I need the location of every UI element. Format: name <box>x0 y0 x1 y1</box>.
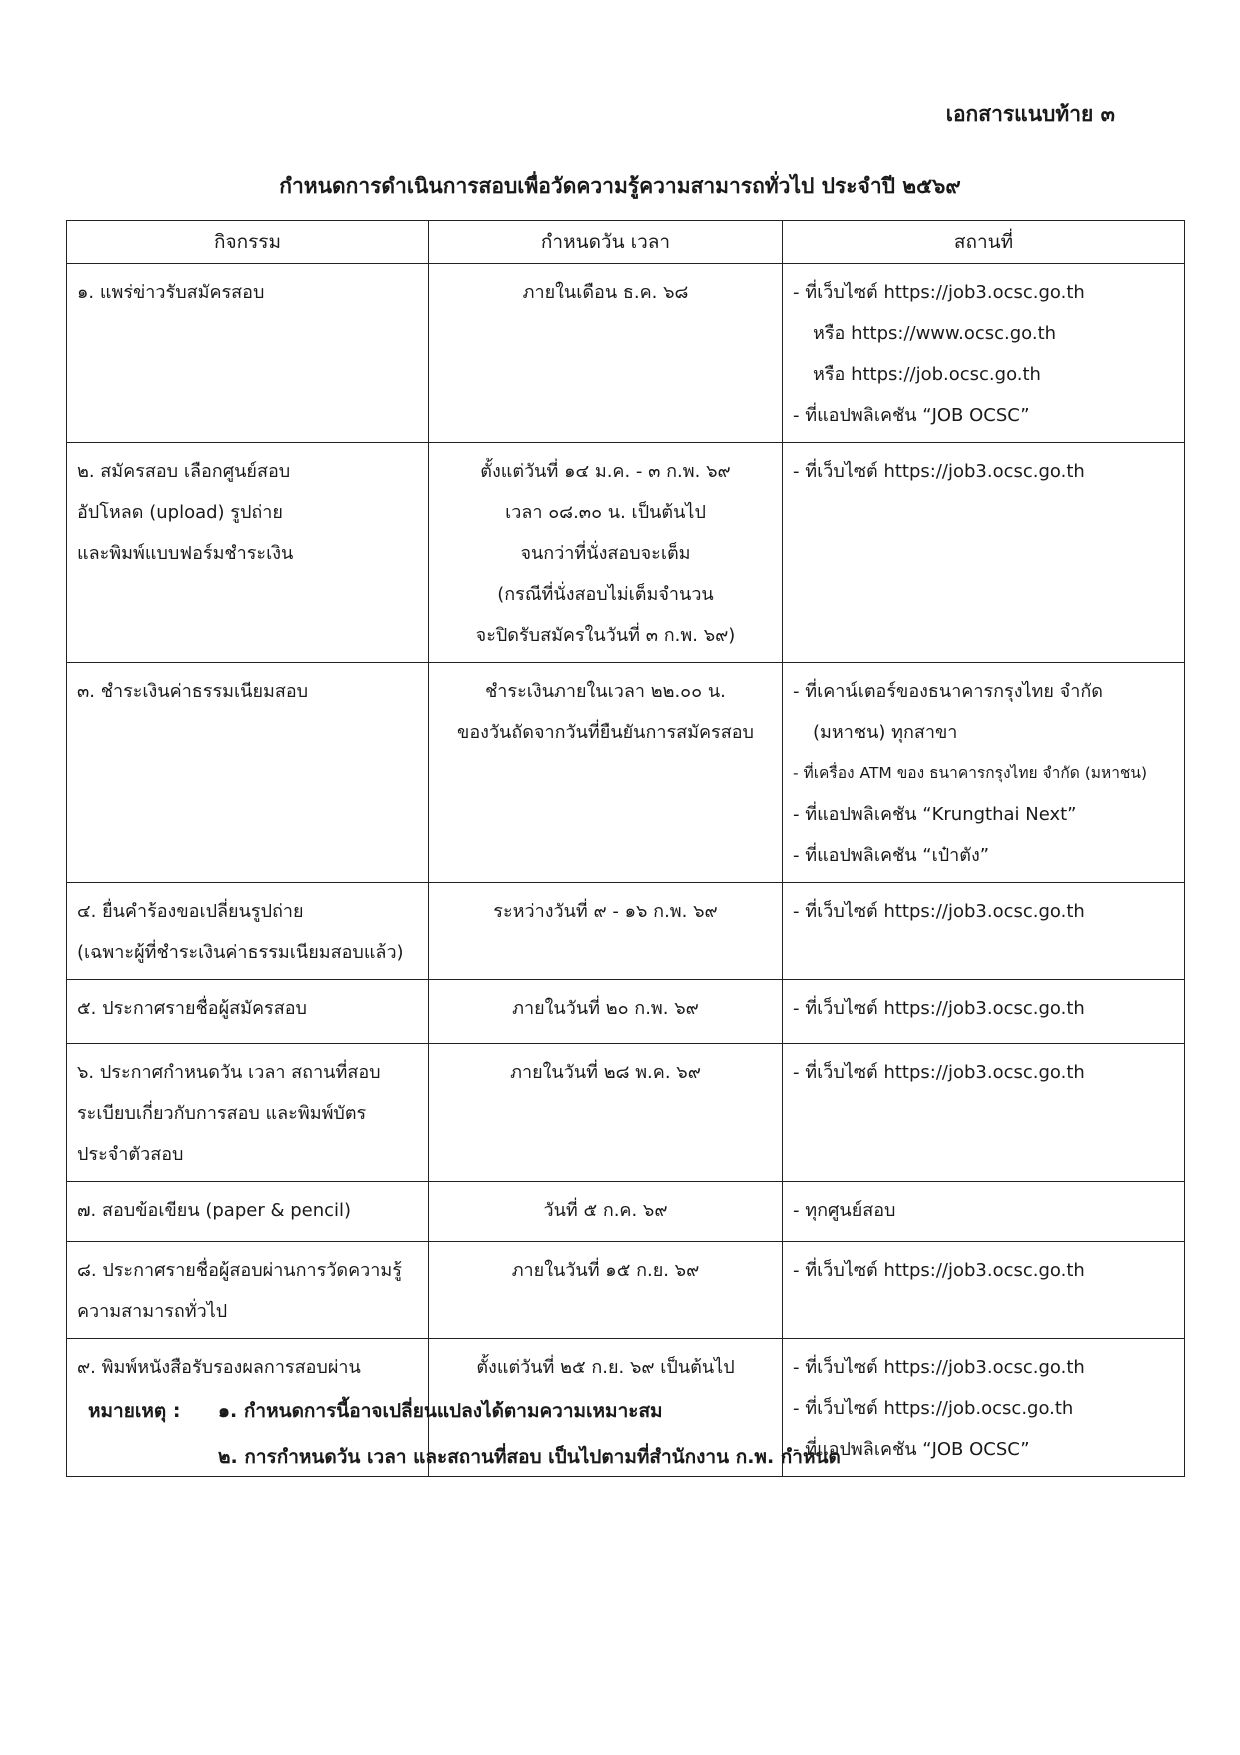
note-item: ๑. กำหนดการนี้อาจเปลี่ยนแปลงได้ตามความเหมาะสม <box>218 1400 663 1422</box>
table-row <box>67 264 1185 443</box>
activity-line: ประจำตัวสอบ <box>77 1144 184 1165</box>
datetime-cell <box>429 980 783 1044</box>
location-line: (มหาชน) ทุกสาขา <box>813 722 958 743</box>
location-line: - ที่เคาน์เตอร์ของธนาคารกรุงไทย จำกัด <box>793 681 1103 702</box>
activity-cell <box>67 1182 429 1242</box>
header-location: สถานที่ <box>783 221 1185 264</box>
datetime-cell <box>429 443 783 663</box>
activity-line: ระเบียบเกี่ยวกับการสอบ และพิมพ์บัตร <box>77 1103 367 1124</box>
header-activity: กิจกรรม <box>67 221 429 264</box>
table-row <box>67 663 1185 883</box>
datetime-line: ภายในเดือน ธ.ค. ๖๘ <box>522 282 689 303</box>
table-row <box>67 1182 1185 1242</box>
table-row <box>67 443 1185 663</box>
datetime-line: จนกว่าที่นั่งสอบจะเต็ม <box>520 543 691 564</box>
location-line: หรือ https://job.ocsc.go.th <box>813 364 1041 385</box>
datetime-line: ตั้งแต่วันที่ ๑๔ ม.ค. - ๓ ก.พ. ๖๙ <box>480 461 731 482</box>
datetime-line: ของวันถัดจากวันที่ยืนยันการสมัครสอบ <box>457 722 754 743</box>
activity-cell <box>67 980 429 1044</box>
activity-line: (เฉพาะผู้ที่ชำระเงินค่าธรรมเนียมสอบแล้ว) <box>77 942 404 963</box>
location-line: - ที่เว็บไซต์ https://job3.ocsc.go.th <box>793 998 1085 1019</box>
location-line: - ที่เว็บไซต์ https://job3.ocsc.go.th <box>793 1260 1085 1281</box>
activity-cell <box>67 1242 429 1339</box>
datetime-line: ภายในวันที่ ๒๘ พ.ค. ๖๙ <box>510 1062 701 1083</box>
location-line: - ที่แอปพลิเคชัน “JOB OCSC” <box>793 1439 1030 1460</box>
activity-line: ๓. ชำระเงินค่าธรรมเนียมสอบ <box>77 681 309 702</box>
activity-line: ๙. พิมพ์หนังสือรับรองผลการสอบผ่าน <box>77 1357 361 1378</box>
datetime-cell <box>429 883 783 980</box>
table-row <box>67 1242 1185 1339</box>
datetime-line: ภายในวันที่ ๒๐ ก.พ. ๖๙ <box>512 998 699 1019</box>
note-item: ๒. การกำหนดวัน เวลา และสถานที่สอบ เป็นไปตามที่สำนักงาน ก.พ. กำหนด <box>218 1446 841 1468</box>
location-line: - ที่เครื่อง ATM ของ ธนาคารกรุงไทย จำกัด (มหาชน) <box>793 764 1148 782</box>
attachment-label: เอกสารแนบท้าย ๓ <box>945 102 1115 126</box>
location-cell <box>783 1182 1185 1242</box>
table-row <box>67 883 1185 980</box>
datetime-line: ตั้งแต่วันที่ ๒๕ ก.ย. ๖๙ เป็นต้นไป <box>476 1357 735 1378</box>
location-cell <box>783 1242 1185 1339</box>
location-cell <box>783 264 1185 443</box>
activity-line: ๑. แพร่ข่าวรับสมัครสอบ <box>77 282 265 303</box>
location-line: - ที่แอปพลิเคชัน “JOB OCSC” <box>793 405 1030 426</box>
datetime-line: (กรณีที่นั่งสอบไม่เต็มจำนวน <box>497 584 714 605</box>
activity-cell <box>67 663 429 883</box>
location-line: - ที่เว็บไซต์ https://job3.ocsc.go.th <box>793 461 1085 482</box>
note-row <box>88 1434 841 1480</box>
notes-label: หมายเหตุ : <box>88 1400 181 1422</box>
activity-line: ๕. ประกาศรายชื่อผู้สมัครสอบ <box>77 998 307 1019</box>
activity-line: อัปโหลด (upload) รูปถ่าย <box>77 502 283 523</box>
location-line: - ที่แอปพลิเคชัน “Krungthai Next” <box>793 804 1077 825</box>
datetime-cell <box>429 1182 783 1242</box>
table-row <box>67 1044 1185 1182</box>
datetime-cell <box>429 264 783 443</box>
header-datetime: กำหนดวัน เวลา <box>429 221 783 264</box>
datetime-line: ภายในวันที่ ๑๕ ก.ย. ๖๙ <box>511 1260 700 1281</box>
activity-line: ๒. สมัครสอบ เลือกศูนย์สอบ <box>77 461 291 482</box>
location-cell <box>783 883 1185 980</box>
activity-cell <box>67 883 429 980</box>
datetime-line: จะปิดรับสมัครในวันที่ ๓ ก.พ. ๖๙) <box>475 625 736 646</box>
location-line: - ที่เว็บไซต์ https://job3.ocsc.go.th <box>793 1357 1085 1378</box>
location-cell <box>783 443 1185 663</box>
location-line: - ทุกศูนย์สอบ <box>793 1200 896 1221</box>
location-line: หรือ https://www.ocsc.go.th <box>813 323 1057 344</box>
activity-line: และพิมพ์แบบฟอร์มชำระเงิน <box>77 543 294 564</box>
location-line: - ที่เว็บไซต์ https://job3.ocsc.go.th <box>793 1062 1085 1083</box>
table-header-row <box>67 221 1185 264</box>
location-line: - ที่แอปพลิเคชัน “เป๋าตัง” <box>793 845 990 866</box>
location-cell <box>783 663 1185 883</box>
location-cell <box>783 1044 1185 1182</box>
datetime-line: ระหว่างวันที่ ๙ - ๑๖ ก.พ. ๖๙ <box>493 901 718 922</box>
location-line: - ที่เว็บไซต์ https://job.ocsc.go.th <box>793 1398 1074 1419</box>
location-cell <box>783 1339 1185 1477</box>
activity-line: ๔. ยื่นคำร้องขอเปลี่ยนรูปถ่าย <box>77 901 304 922</box>
notes-section <box>88 1388 841 1480</box>
location-line: - ที่เว็บไซต์ https://job3.ocsc.go.th <box>793 282 1085 303</box>
document-title: กำหนดการดำเนินการสอบเพื่อวัดความรู้ความสามารถทั่วไป ประจำปี ๒๕๖๙ <box>279 174 961 198</box>
activity-cell <box>67 443 429 663</box>
activity-line: ๘. ประกาศรายชื่อผู้สอบผ่านการวัดความรู้ <box>77 1260 402 1281</box>
datetime-line: ชำระเงินภายในเวลา ๒๒.๐๐ น. <box>485 681 726 702</box>
activity-line: ๖. ประกาศกำหนดวัน เวลา สถานที่สอบ <box>77 1062 381 1083</box>
schedule-table <box>66 220 1185 1477</box>
location-cell <box>783 980 1185 1044</box>
datetime-line: วันที่ ๕ ก.ค. ๖๙ <box>543 1200 668 1221</box>
activity-cell <box>67 264 429 443</box>
note-row <box>88 1388 841 1434</box>
datetime-line: เวลา ๐๘.๓๐ น. เป็นต้นไป <box>505 502 706 523</box>
activity-line: ความสามารถทั่วไป <box>77 1301 228 1322</box>
activity-cell <box>67 1044 429 1182</box>
datetime-cell <box>429 1044 783 1182</box>
location-line: - ที่เว็บไซต์ https://job3.ocsc.go.th <box>793 901 1085 922</box>
datetime-cell <box>429 1242 783 1339</box>
activity-line: ๗. สอบข้อเขียน (paper & pencil) <box>77 1200 352 1221</box>
table-row <box>67 980 1185 1044</box>
datetime-cell <box>429 663 783 883</box>
